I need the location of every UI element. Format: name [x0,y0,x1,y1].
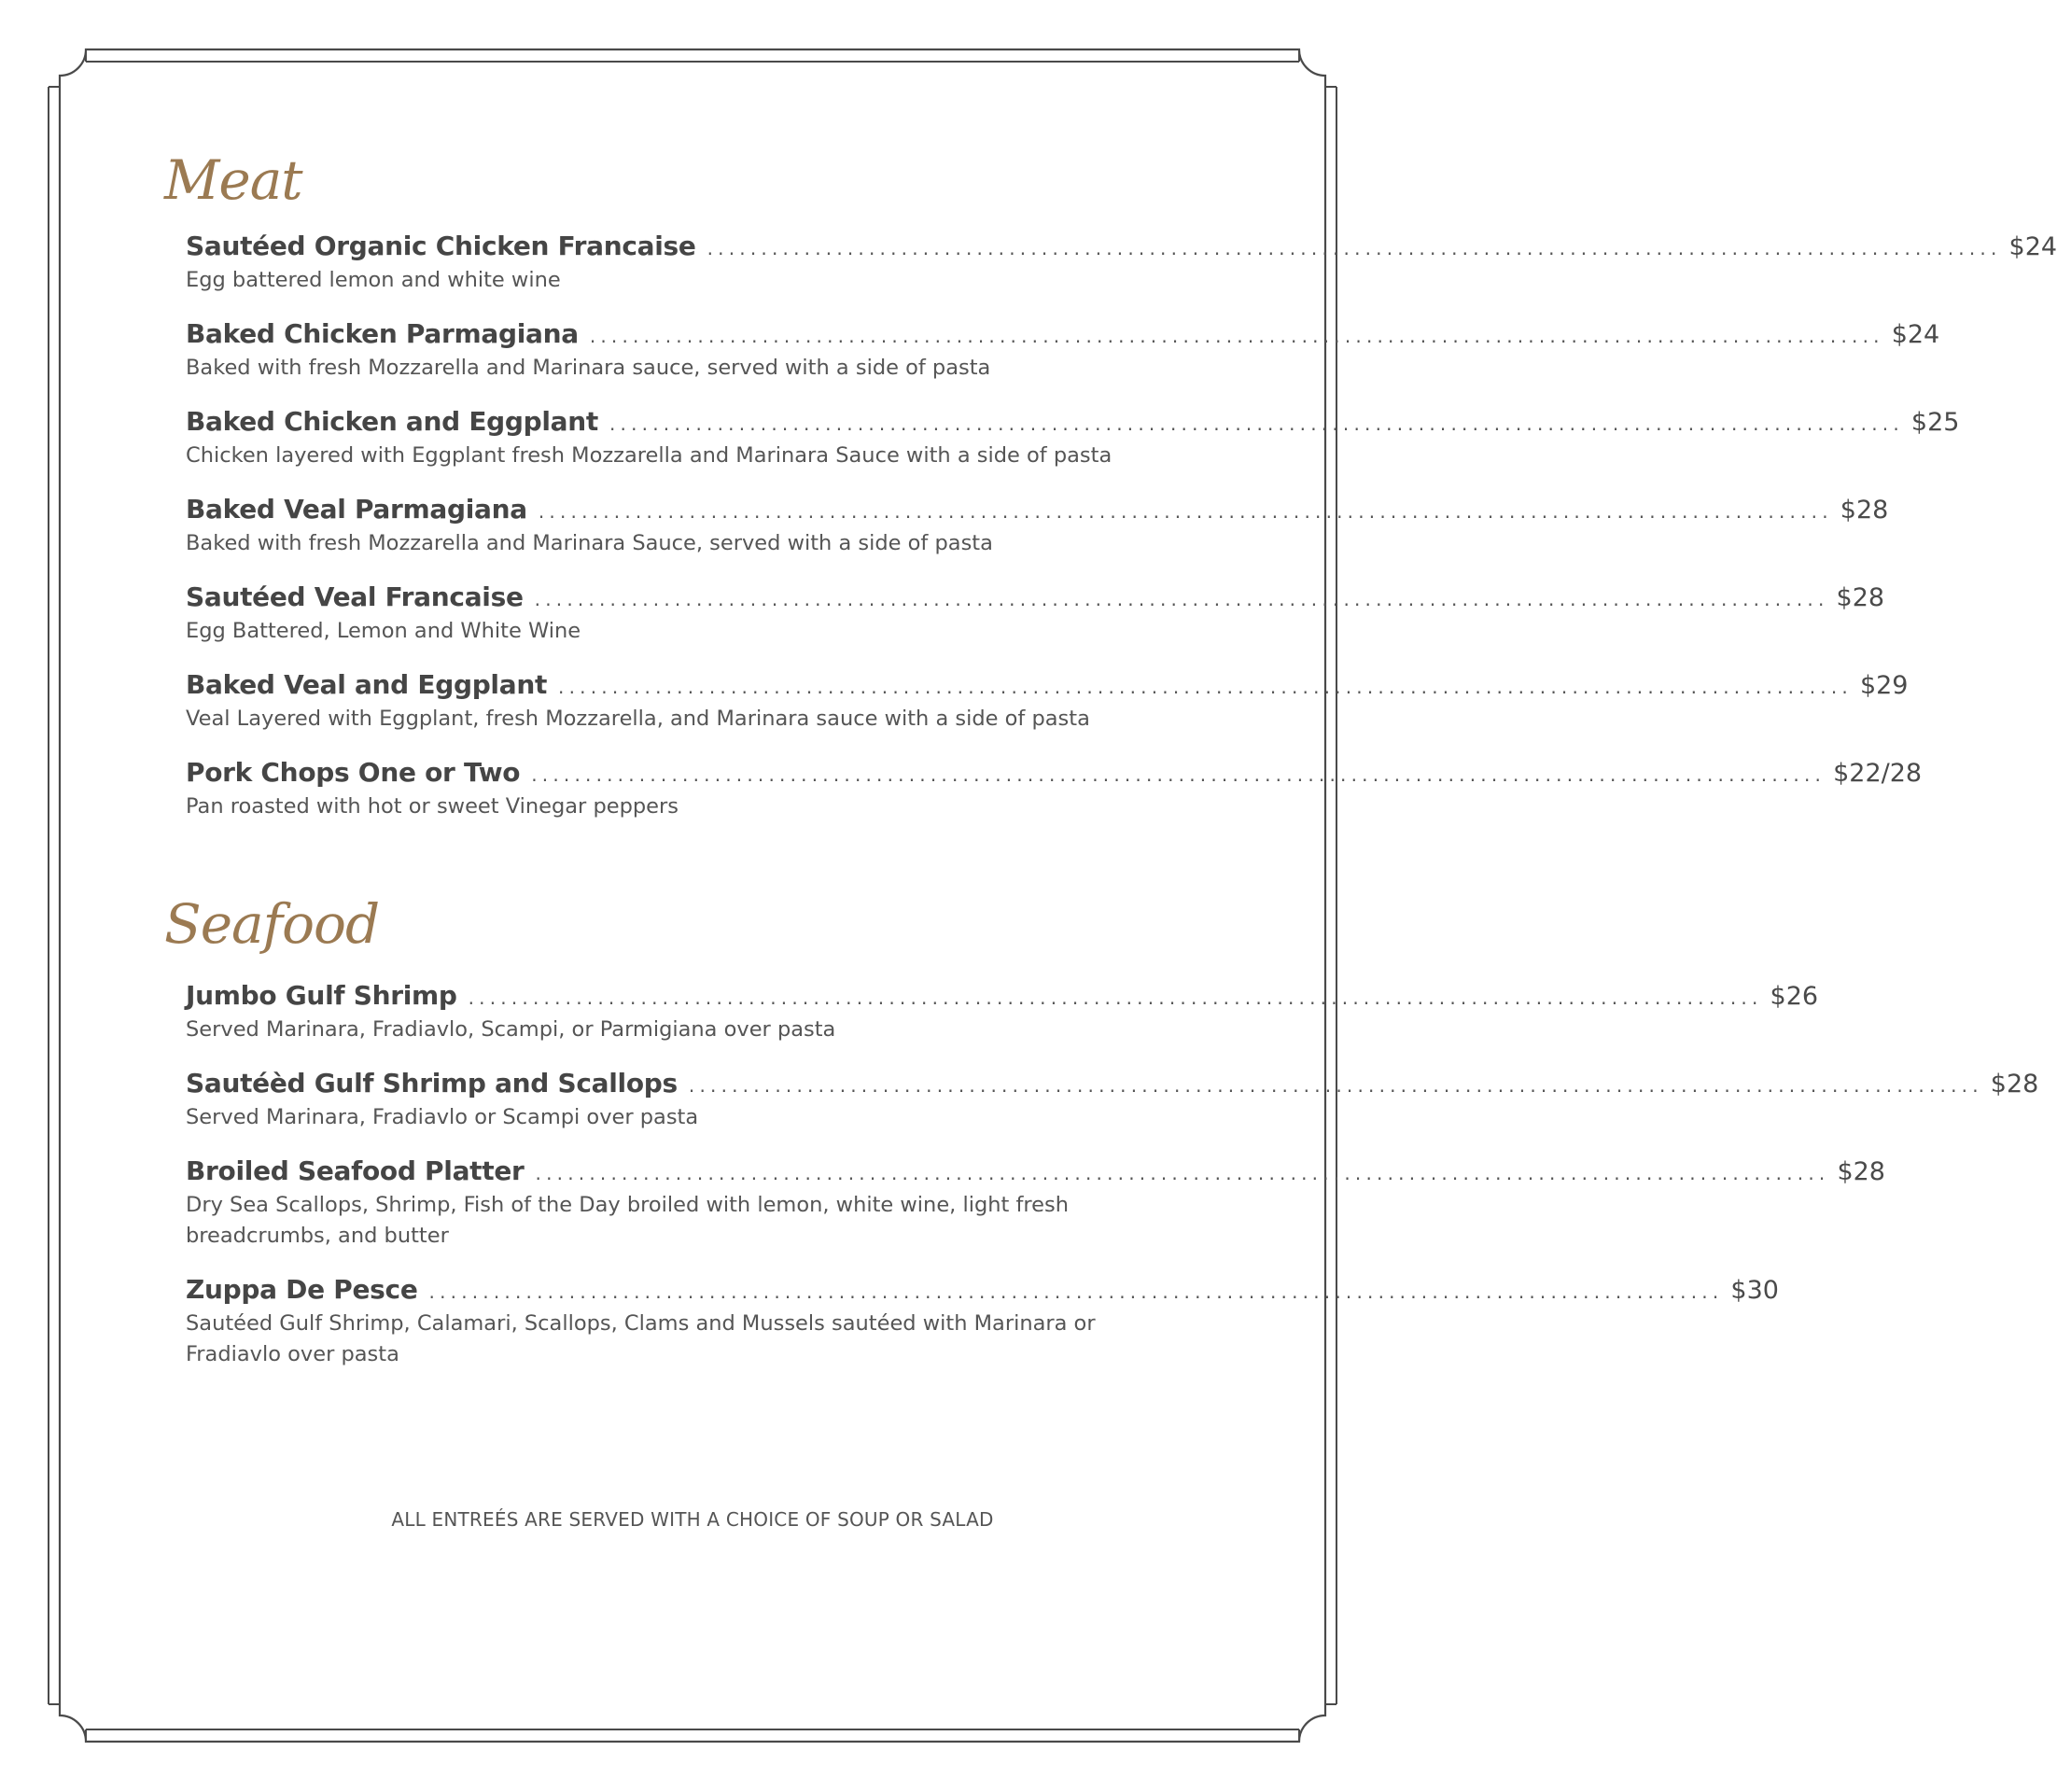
section-title: Seafood [164,892,380,956]
item-price: $30 [1730,1276,1779,1305]
section-seafood [164,891,2039,1370]
dot-leader: ........................................................................................................................ [558,676,1853,698]
menu-item [186,977,1819,1045]
item-price: $24 [2008,232,2057,261]
item-name: Sautéed Veal Francaise [186,581,524,612]
menu-items [186,977,2039,1370]
item-description: Chicken layered with Eggplant fresh Mozzarella and Marinara Sauce with a side of pasta [186,443,1112,468]
item-description: Egg Battered, Lemon and White Wine [186,619,581,643]
dot-leader: ........................................................................................................................ [531,763,1826,786]
item-description: Sautéed Gulf Shrimp, Calamari, Scallops, Clams and Mussels sautéed with Marinara or Fradiavlo over pasta [186,1311,1096,1366]
dot-leader: ........................................................................................................................ [707,237,2002,259]
dot-leader: ........................................................................................................................ [535,1162,1830,1184]
item-price: $22/28 [1833,759,1923,788]
menu-item [186,315,1940,384]
item-description: Baked with fresh Mozzarella and Marinara Sauce, served with a side of pasta [186,531,993,555]
menu-item [186,1153,1885,1252]
dot-leader: ........................................................................................................................ [428,1281,1724,1303]
menu-item [186,666,1909,735]
menu-item [186,754,1923,822]
item-name: Jumbo Gulf Shrimp [186,980,457,1011]
dot-leader: ........................................................................................................................ [589,325,1884,347]
section-title: Meat [164,148,302,212]
item-name: Baked Veal and Eggplant [186,669,548,700]
item-name: Baked Veal Parmagiana [186,494,527,525]
item-description: Baked with fresh Mozzarella and Marinara sauce, served with a side of pasta [186,356,991,380]
item-name: Sautéed Organic Chicken Francaise [186,231,696,261]
item-price: $24 [1891,320,1940,349]
dot-leader: ........................................................................................................................ [538,500,1833,523]
item-name: Pork Chops One or Two [186,757,521,788]
item-price: $28 [1836,583,1885,612]
menu-items [186,228,2057,822]
menu-item [186,228,2057,296]
item-description: Served Marinara, Fradiavlo or Scampi over pasta [186,1105,699,1129]
item-price: $29 [1859,671,1909,700]
menu-item [186,403,1960,471]
item-description: Dry Sea Scallops, Shrimp, Fish of the Day broiled with lemon, white wine, light fresh breadcrumbs, and butter [186,1193,1069,1248]
item-description: Veal Layered with Eggplant, fresh Mozzarella, and Marinara sauce with a side of pasta [186,707,1090,731]
menu-item [186,1271,1779,1370]
item-price: $28 [1840,496,1889,525]
dot-leader: ........................................................................................................................ [609,413,1904,435]
menu-item [186,491,1889,559]
item-name: Baked Chicken Parmagiana [186,318,579,349]
menu-item [186,579,1885,647]
dot-leader: ........................................................................................................................ [468,987,1763,1009]
footer-note: ALL ENTREÉS ARE SERVED WITH A CHOICE OF SOUP OR SALAD [391,1508,994,1531]
item-name: Broiled Seafood Platter [186,1155,525,1186]
item-description: Egg battered lemon and white wine [186,268,561,292]
dot-leader: ........................................................................................................................ [688,1074,1983,1097]
item-name: Zuppa De Pesce [186,1274,418,1305]
item-name: Baked Chicken and Eggplant [186,406,598,437]
section-meat [164,147,2057,822]
item-price: $26 [1770,982,1819,1011]
item-description: Served Marinara, Fradiavlo, Scampi, or Parmigiana over pasta [186,1017,836,1042]
item-price: $25 [1910,408,1960,437]
item-name: Sautéèd Gulf Shrimp and Scallops [186,1068,678,1099]
dot-leader: ........................................................................................................................ [534,588,1829,610]
item-price: $28 [1837,1157,1885,1186]
menu-item [186,1065,2039,1133]
item-description: Pan roasted with hot or sweet Vinegar peppers [186,794,679,819]
item-price: $28 [1990,1070,2039,1099]
